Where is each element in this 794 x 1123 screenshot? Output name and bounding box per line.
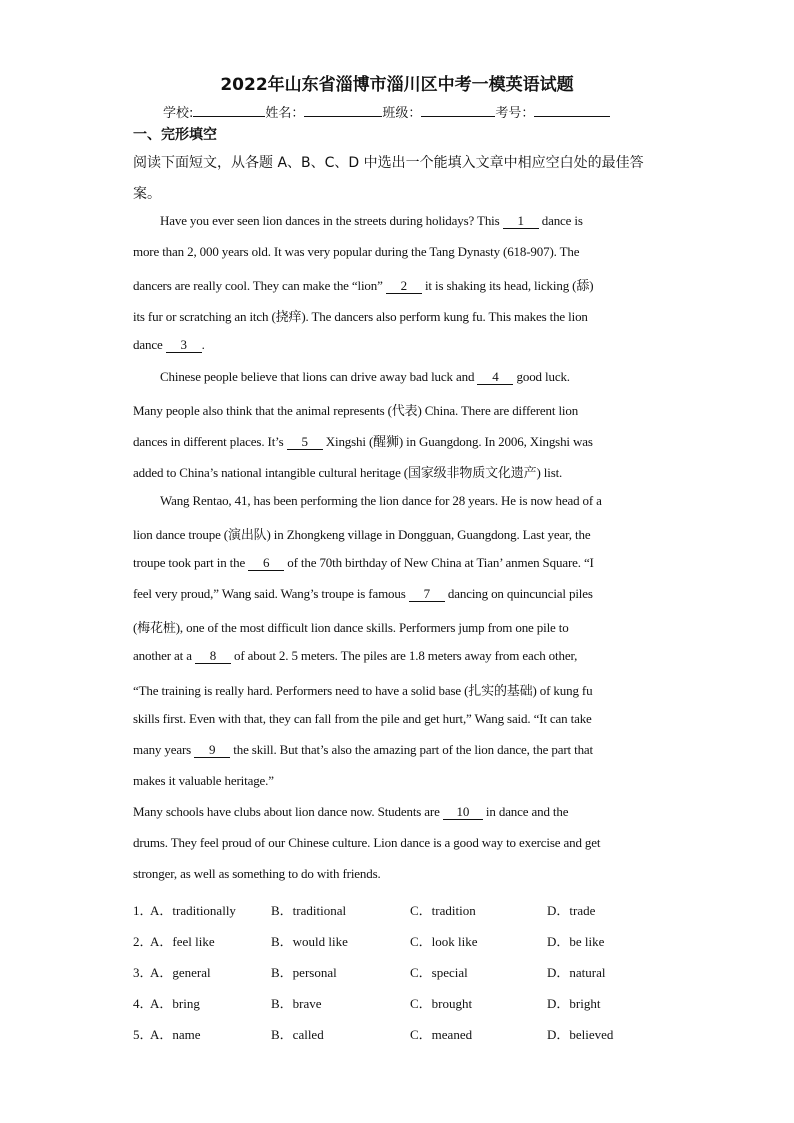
passage-line [133,275,593,294]
option-a[interactable]: A．bring [150,996,200,1012]
passage-text: dance [133,337,166,353]
section-heading: 一、完形填空 [133,127,217,143]
passage-line [133,617,569,636]
passage-text: “The training is really hard. Performers need to have a solid base (扎实的基础) of kung fu [133,682,593,698]
school-field[interactable] [193,104,265,117]
passage-text: its fur or scratching an itch (挠痒). The dancers also perform kung fu. This makes the lion [133,309,588,325]
passage-line [133,337,205,353]
passage-text: of the 70th birthday of New China at Tian’ anmen Square. “I [284,555,594,571]
school-label: 学校: [163,106,194,121]
option-c[interactable]: C．tradition [410,903,476,918]
passage-text: makes it valuable heritage.” [133,772,274,788]
passage-text: in dance and the [482,803,569,819]
passage-line [133,835,600,851]
exam-no-field[interactable] [534,104,610,117]
page-title: 2022年山东省淄博市淄川区中考一模英语试题 [220,75,574,95]
student-info-line [163,102,610,121]
question-number: 3． [133,965,153,981]
passage-line [133,866,381,882]
option-d[interactable]: D．be like [547,934,605,950]
option-d[interactable]: D．natural [547,965,606,981]
option-a[interactable]: A．general [150,965,211,981]
option-c[interactable]: C．look like [410,934,478,950]
name-field[interactable] [304,104,382,117]
passage-text: Have you ever seen lion dances in the streets during holidays? This [160,213,503,228]
passage-line [133,462,562,481]
option-c[interactable]: C．special [410,965,468,981]
option-b[interactable]: B．personal [271,965,337,981]
passage-line [133,524,590,543]
passage-text: Many people also think that the animal represents (代表) China. There are different lion [133,402,579,418]
blank-10[interactable]: 10 [443,805,483,820]
passage-text: Chinese people believe that lions can drive away bad luck and [160,368,478,384]
passage-line [160,213,583,229]
passage-text: added to China’s national intangible cultural heritage (国家级非物质文化遗产) list. [133,464,563,480]
passage-line [133,586,593,602]
passage-text: more than 2, 000 years old. It was very popular during the Tang Dynasty (618-907). The [133,244,580,260]
option-d[interactable]: D．believed [547,1027,614,1043]
option-a[interactable]: A．name [150,1027,201,1043]
instruction-text: 阅读下面短文，从各题 A、B、C、D 中选出一个能填入文章中相应空白处的最佳答案。 [133,155,644,202]
passage-line [133,244,579,260]
blank-7[interactable]: 7 [409,587,445,602]
passage-line [160,369,570,385]
passage-line [133,680,592,699]
passage-line [133,400,578,419]
question-number: 1． [133,903,153,918]
passage-text: skills first. Even with that, they can fall from the pile and get hurt,” Wang said. “It can take [133,710,592,726]
passage-line [133,804,568,820]
passage-text: many years [133,741,195,757]
passage-text: dancing on quincuncial piles [444,586,593,602]
blank-1[interactable]: 1 [503,214,539,229]
option-a[interactable]: A．feel like [150,934,215,950]
option-d[interactable]: D．trade [547,903,596,918]
question-number: 2． [133,934,153,950]
passage-text: (梅花桩), one of the most difficult lion dance skills. Performers jump from one pile to [133,620,569,636]
passage-text: dances in different places. It’s [133,433,287,449]
blank-8[interactable]: 8 [195,649,231,664]
question-number: 5． [133,1027,153,1043]
passage-text: the skill. But that’s also the amazing part of the lion dance, the part that [230,741,593,757]
option-c[interactable]: C．meaned [410,1027,473,1043]
option-b[interactable]: B．traditional [271,903,347,918]
passage-line [133,431,593,450]
class-label: 班级： [382,106,422,121]
passage-text: Xingshi (醒狮) in Guangdong. In 2006, Xingshi was [322,433,593,449]
blank-2[interactable]: 2 [386,279,422,294]
passage-text: Wang Rentao, 41, has been performing the lion dance for 28 years. He is now head of a [160,492,602,508]
passage-line [133,711,592,727]
passage-line [133,555,594,571]
passage-line [160,493,602,509]
passage-text: feel very proud,” Wang said. Wang’s troupe is famous [133,586,409,602]
passage-text: dance is [538,213,583,228]
passage-text: Many schools have clubs about lion dance now. Students are [133,803,443,819]
passage-text: it is shaking its head, licking (舔) [421,278,594,294]
passage-line [133,773,274,789]
blank-5[interactable]: 5 [287,435,323,450]
blank-9[interactable]: 9 [194,743,230,758]
option-a[interactable]: A．traditionally [150,903,236,918]
option-c[interactable]: C．brought [410,996,473,1012]
class-field[interactable] [421,104,495,117]
option-d[interactable]: D．bright [547,996,601,1012]
question-number: 4． [133,996,153,1012]
blank-3[interactable]: 3 [166,338,202,353]
passage-text: dancers are really cool. They can make the “lion” [133,278,386,294]
passage-line [133,648,577,664]
passage-text: lion dance troupe (演出队) in Zhongkeng village in Dongguan, Guangdong. Last year, the [133,527,591,542]
blank-4[interactable]: 4 [477,370,513,385]
option-b[interactable]: B．brave [271,996,322,1012]
exam-no-label: 考号： [495,106,535,121]
passage-text: good luck. [513,368,570,384]
passage-text: stronger, as well as something to do with friends. [133,866,381,882]
option-b[interactable]: B．would like [271,934,348,950]
passage-text: troupe took part in the [133,555,249,571]
passage-text: . [201,337,205,353]
option-b[interactable]: B．called [271,1027,324,1043]
name-label: 姓名： [265,106,305,121]
passage-text: of about 2. 5 meters. The piles are 1.8 meters away from each other, [230,648,578,664]
passage-line [133,306,588,325]
blank-6[interactable]: 6 [248,556,284,571]
passage-text: drums. They feel proud of our Chinese culture. Lion dance is a good way to exercise and get [133,835,601,850]
passage-text: another at a [133,648,195,664]
passage-line [133,742,593,758]
